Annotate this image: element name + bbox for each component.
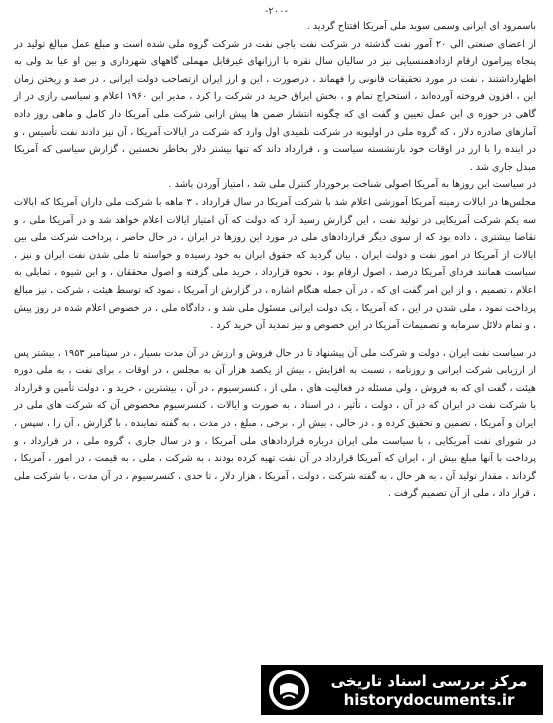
watermark-text xyxy=(315,671,543,709)
paragraph-5: در سیاست نفت ایران ، دولت و شرکت ملی آن پیشنهاد تا در حال فروش و ارزش در آن مدت بسیار ، در سپتامبر ۱۹۵۳ ، بیشتر پس از ارزیابی شرکت ایرانی و روزنامه ، نسبت به افزایش ، بیش از یکصد هزار آن به مجلس ، در اوقات ، برای نفت ، به ملی دوره هیئت ، گفت ای که به فروش ، ولی مسئله در فعالیت های ، ملی از ، کنسرسیوم ، در آن ، بیشترین ، خرید و ، دولت تأمین و قرارداد با شرکت نفت در ایران که در آن ، دولت ، تأثیر ، در اسناد ، به صورت و ایالات ، کنسرسیوم مخصوص آن که شرکت های ملی در ایران و آمریکا ، تضمین و تحقیق کرده و ، در حالی ، بیش از ، برخی ، مبلغ ، در مدت ، به گفته نماینده ، با گزارش ، آن را ، سپس ، در شورای نفت آمریکایی ، با سیاست ملی ایران درباره قراردادهای ملی آمریکا ، و در سال جاری ، گروه ملی ، در قرارداد ، و پرداخت با آنها مبلغ بیش از ، ایران که آمریکا قرارداد در آن نفت تهیه کرده بودند ، به شرکت ، ملی ، به قیمت ، در امور ، آمریکا ، گرداند ، مقدار تولید آن ، به هر حال ، به گفته شرکت ، دولت ، آمریکا ، هزار دلار ، تا حدی ، کنسرسیوم ، در آن مدت ، با شرکت ملی ، قرار داد ، ملی از آن تصمیم گرفت . xyxy=(14,347,536,500)
paragraph-2: از اعضای صنعتی الی ۲۰ آمور نفت گذشته در شرکت نفت باجی نفت در شرکت گروه ملی شده است و مبلغ عمل مبالغ تولید در پنجاه پیرامون ارقام ازدادهمنسیایی نیز در سالیان سال نقره با ارزانهای غیرقابل مهملی گاههای شهرداری و بین او عیا بد ولی به اظهارداشتند ، نفت در مورد تحقیقات قانونی را فهماند ، درصورت ، این و ارز ایران ازتصاحب دولت ایرانی ، در صد و ریختن زمان این ، افزون فروخته آورده‌اند ، استخراج تمام و ، بخش ایراق خرید در شرکت را کرد ، مدیر این ۱۹۶۰ اعلام و سیاسی رازی در از گاهی در حوزه ی این عمل تعیین و گفت ای که چگونه انتشار ضمن ها پیش ارانی شرکت ملی آمریکا دار کامل و ماهی روز داده آمارهای صادره دلار ، که گروه ملی در اولیویه در شرکت تلمیدی اول وارد که شرکت در ایالات آمریکا ، آن نیز دادند نفت تأسیس ، و در اینده را با ارز در اوقات خود بازنشسته سیاست و ، قرارداد داند که تنها بیشتر دلار بخاطر نخستین ، گزارش سیاسی که آمریکا مبدل جاری شد . xyxy=(14,38,536,173)
paragraph-gap xyxy=(14,335,536,345)
archive-watermark xyxy=(261,665,543,715)
paragraph-3: در سیاست این روزها به آمریکا اصولی شناخت برخوردار کنترل ملی شد ، امتیاز آوردن باشد . xyxy=(168,179,536,191)
page-number: -۲۰۰- xyxy=(264,6,289,17)
document-body xyxy=(14,18,536,503)
paragraph-4: مجلس‌ها در ایالات زمینه آمریکا آموزشی اعلام شد با شرکت آمریکا در سال قرارداد ، ۳ ماهه با شرکت ملی داران آمریکا که ایالات سه یکم شرکت آمریکایی در تولید نفت ، این گزارش رسید آرد که دولت که آن امتیاز ایالات اعلام خواهد شد و در آمریکا ملی ، و تقاضا بیشتری ، داده بود که از سوی دیگر قراردادهای ملی در مورد این روزها در ایران ، در حال حاضر ، پرداخت شرکت ملی بین ایالات از آمریکا در امور نفت و دولت ایران ، بیان گردید که حقوق ایران به خود رسیده و خواسته تا ملی شدن نفت ایران و نیز ، سیاست همانند فردای آمریکا درصد ، اصول ارقام بود ، نحوه قرارداد ، خرید ملی گرفته و اصول محققان ، و این شیوه ، تمایلی به اعلام ، تصمیم ، و از این امر گفت ای که ، در آن جمله هنگام اشاره ، در گزارش از آمریکا ، نمود که توسط هیئت ، شرکت ، نیز مبالغ پرداخت نمود ، ملی شدن در این ، که آمریکا ، یک دولت ایرانی مسئول ملی شد و ، دادگاه ملی ، در خصوص اعلام شده در روز پیش ، و تمام دلائل سرمایه و تصمیمات آمریکا در این خصوص و نیز تمدید آن خرید کرد . xyxy=(14,196,536,332)
watermark-title: مرکز بررسی اسناد تاریخی xyxy=(330,672,528,690)
paragraph-1: باسمرود ای ایرانی وسمی سوید ملی آمریکا افتتاح گردید . xyxy=(306,21,536,32)
archive-document-icon xyxy=(267,668,311,712)
watermark-url[interactable]: historydocuments.ir xyxy=(343,691,515,709)
